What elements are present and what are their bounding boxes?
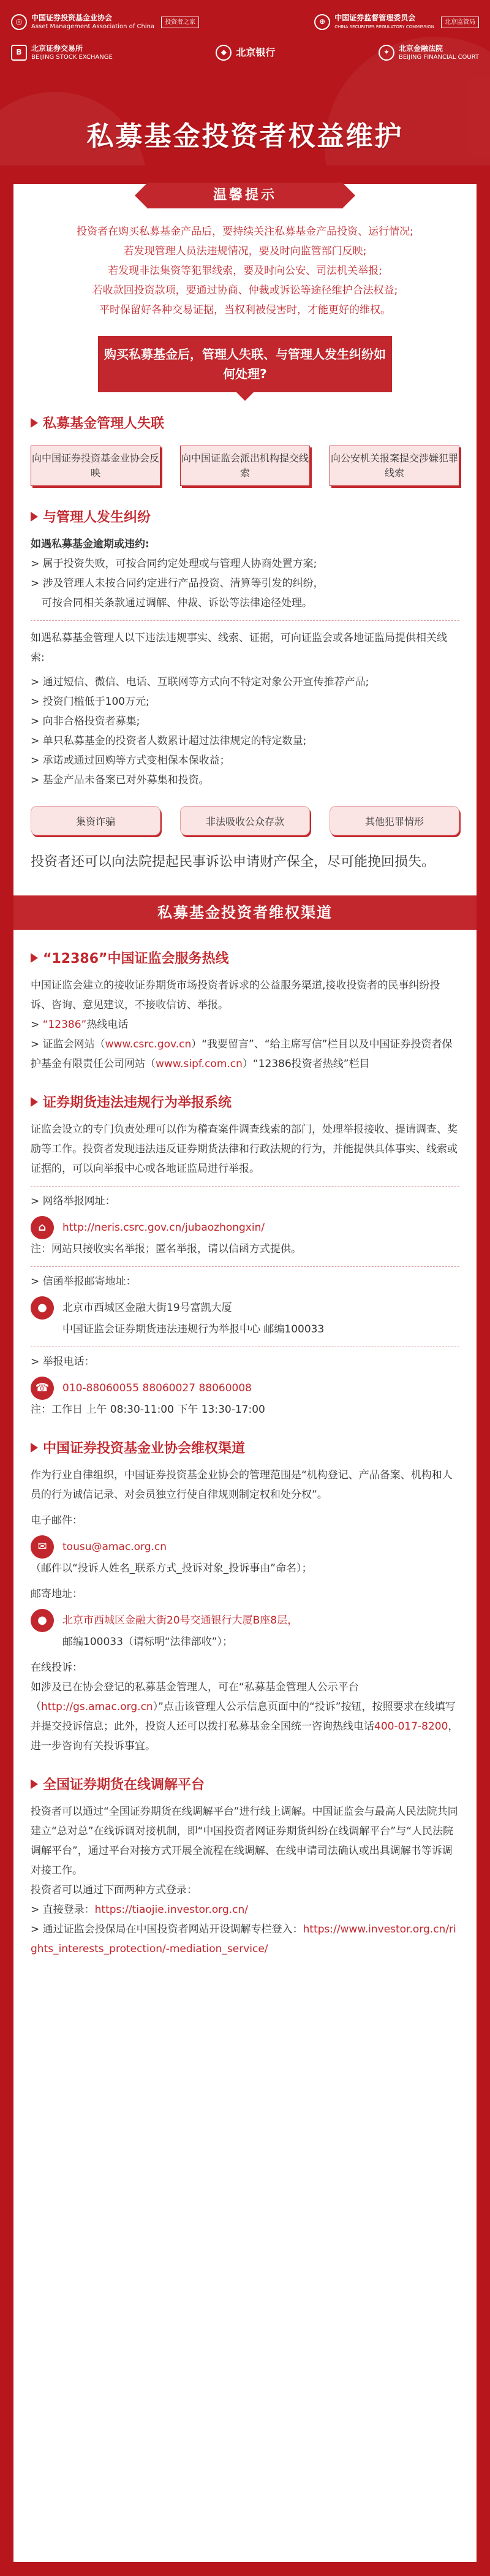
lost-actions <box>31 446 459 486</box>
triangle-icon <box>31 953 38 963</box>
channels-heading: 私募基金投资者维权渠道 <box>13 895 477 930</box>
report-heading: 证券期货违法违规行为举报系统 <box>31 1092 459 1111</box>
report-text: 证监会设立的专门负责处理可以作为稽查案件调查线索的部门，处理举报接收、提请调查、奖励等工作。投资者发现违法违反证券期货法律和行政法规的行为，并能提供具体事实、线索或证据的，可以向举报中心或各地证监局进行举报。 > 网络举报网址： ⌂ http://neris.csrc.gov.cn/jubaozhongxin/ 注：网站只接收实名举报；匿名举报，请以信函方式提供。 > 信函举报邮寄地址： ● 北京市西城区金融大街19号富凯大厦 中国证监会证券期货违法违规行为举报中心 邮编100033 > 举报电话： ☎ 010-88060055 88060027 88060008 注：工作日 上午 08:30-11:00 下午 13:30-17:00 <box>31 1120 459 1419</box>
triangle-icon <box>31 512 38 522</box>
triangle-icon <box>31 1779 38 1789</box>
bse-logo: B 北京证券交易所 BEIJING STOCK EXCHANGE <box>11 44 113 62</box>
phone-icon: ☎ <box>31 1377 54 1400</box>
sipf-website-link[interactable]: www.sipf.com.cn <box>156 1058 243 1070</box>
location-icon: ● <box>31 1609 54 1632</box>
amac-public-link[interactable]: http://gs.amac.org.cn <box>41 1701 153 1713</box>
csrc-report-button[interactable]: 向中国证监会派出机构提交线索 <box>180 446 310 486</box>
dispute-section-heading: 与管理人发生纠纷 <box>31 507 459 526</box>
police-report-button[interactable]: 向公安机关报案提交涉嫌犯罪线索 <box>330 446 459 486</box>
amac-email-link[interactable]: tousu@amac.org.cn <box>62 1541 167 1553</box>
report-phones[interactable]: 010-88060055 88060027 88060008 <box>62 1382 252 1394</box>
triangle-icon <box>31 1443 38 1453</box>
csrc-logo: ⊕ 中国证券监督管理委员会 CHINA SECURITIES REGULATORY COMMISSION 北京监管局 <box>314 13 479 31</box>
bank-logo: ◆ 北京银行 <box>216 45 275 61</box>
mediation-text: 投资者可以通过“全国证券期货在线调解平台”进行线上调解。中国证监会与最高人民法院共同建立“总对总”在线诉调对接机制，即“中国投资者网证券期货纠纷在线调解平台”与“人民法院调解平台”，通过平台对接方式开展全流程在线调解、在线申请司法确认或出具调解书等诉调对接工作。 投资者可以通过下面两种方式登录： > 直接登录：https://tiaojie.investor.org.cn/ > 通过证监会投保局在中国投资者网站开设调解专栏登入：https://www.investor.org.cn/rights_interests_protection/-mediation_service/ <box>31 1806 458 1955</box>
amac-heading: 中国证券投资基金业协会维权渠道 <box>31 1438 459 1457</box>
dispute-text: 如遇私募基金逾期或违约: > 属于投资失败，可按合同约定处理或与管理人协商处置方案; > 涉及管理人未按合同约定进行产品投资、清算等引发的纠纷， 可按合同相关条款通过调解、仲裁、诉讼等法律途径处理。 如遇私募基金管理人以下违法违规事实、线索、证据，可向证监会或各地证监局提供相关线索: > 通过短信、微信、电话、互联网等方式向不特定对象公开宣传推荐产品; > 投资门槛低于100万元; > 向非合格投资者募集; > 单只私募基金的投资者人数累计超过法律规定的特定数量; > 承诺或通过回购等方式变相保本保收益； > 基金产品未备案已对外募集和投资。 <box>31 534 459 790</box>
hotline-heading: “12386”中国证监会服务热线 <box>31 948 459 967</box>
mediation-heading: 全国证券期货在线调解平台 <box>31 1774 459 1793</box>
csrc-logo-icon: ⊕ <box>314 14 330 30</box>
report-website-link[interactable]: http://neris.csrc.gov.cn/jubaozhongxin/ <box>62 1222 265 1234</box>
email-icon: ✉ <box>31 1535 54 1559</box>
page-title: 私募基金投资者权益维护 <box>86 121 404 152</box>
header <box>0 0 490 165</box>
amac-text: 作为行业自律组织，中国证券投资基金业协会的管理范围是“机构登记、产品备案、机构和人员的行为诚信记录、对会员独立行使自律规则制定权和处分权”。 电子邮件： ✉ tousu@amac.org.cn （邮件以“投诉人姓名_联系方式_投诉对象_投诉事由”命名）； 邮寄地址： ● 北京市西城区金融大街20号交通银行大厦B座8层， 邮编100033（请标明“法律部收”）； 在线投诉： 如涉及已在协会登记的私募基金管理人，可在“私募基金管理人公示平台（http://gs.amac.org.cn）”点击该管理人公示信息页面中的“投诉”按钮，按照要求在线填写并提交投诉信息；此外，投资人还可以拨打私募基金全国统一咨询热线电话400-017-8200，进一步咨询有关投诉事宜。 <box>31 1469 459 1752</box>
list-item: > 基金产品未备案已对外募集和投资。 <box>31 774 209 786</box>
csrc-tag: 北京监管局 <box>441 17 479 28</box>
amac-report-button[interactable]: 向中国证券投资基金业协会反映 <box>31 446 160 486</box>
amac-hotline[interactable]: 400-017-8200 <box>374 1720 448 1733</box>
hotline-link[interactable]: “12386” <box>42 1019 87 1031</box>
web-icon: ⌂ <box>31 1216 54 1239</box>
other-crime-pill: 其他犯罪情形 <box>330 806 459 835</box>
court-logo-icon: ✦ <box>379 45 394 61</box>
court-logo: ✦ 北京金融法院 BEIJING FINANCIAL COURT <box>379 44 479 62</box>
amac-tag: 投资者之家 <box>161 17 199 28</box>
list-item: > 承诺或通过回购等方式变相保本保收益； <box>31 754 230 767</box>
litigation-note: 投资者还可以向法院提起民事诉讼申请财产保全，尽可能挽回损失。 <box>31 854 435 870</box>
bse-logo-icon: B <box>11 45 27 61</box>
triangle-icon <box>31 1097 38 1107</box>
warning-title: 温馨提示 <box>147 183 343 208</box>
list-item: > 向非合格投资者募集; <box>31 715 140 728</box>
logo-bar <box>0 0 490 66</box>
amac-logo-icon: ◎ <box>11 14 27 30</box>
list-item: > 单只私募基金的投资者人数累计超过法律规定的特定数量; <box>31 735 307 747</box>
hotline-text: 中国证监会建立的接收证券期货市场投资者诉求的公益服务渠道,接收投资者的民事纠纷投诉、咨询、意见建议，不接收信访、举报。 > “12386”热线电话 > 证监会网站（www.csrc.gov.cn）“我要留言”、“给主席写信”栏目以及中国证券投资者保护基金有限责任公司网站（www.sipf.com.cn）“12386投资者热线”栏目 <box>31 979 453 1070</box>
fraud-pill: 集资诈骗 <box>31 806 160 835</box>
warning-text: 投资者在购买私募基金产品后，要持续关注私募基金产品投资、运行情况; 若发现管理人员法违规情况，要及时向监管部门反映; 若发现非法集资等犯罪线索，要及时向公安、司法机关举报; 若收款回投资款项，要通过协商、仲裁或诉讼等途径维护合法权益; 平时保留好各种交易证据，当权利被侵害时，才能更好的维权。 <box>77 226 413 316</box>
lost-section-heading: 私募基金管理人失联 <box>31 413 459 432</box>
mediation-investor-link[interactable]: https://www.investor.org.cn/rights_interests_protection/-mediation_service/ <box>31 1923 456 1955</box>
list-item: > 通过短信、微信、电话、互联网等方式向不特定对象公开宣传推荐产品; <box>31 676 369 688</box>
question-box: 购买私募基金后，管理人失联、与管理人发生纠纷如何处理? <box>98 336 392 392</box>
location-icon: ● <box>31 1296 54 1320</box>
crime-types <box>31 806 459 835</box>
list-item: > 投资门槛低于100万元; <box>31 696 149 708</box>
content-card <box>13 184 477 2562</box>
bank-logo-icon: ◆ <box>216 45 232 61</box>
triangle-icon <box>31 418 38 428</box>
csrc-website-link[interactable]: www.csrc.gov.cn <box>105 1038 192 1051</box>
mediation-direct-link[interactable]: https://tiaojie.investor.org.cn/ <box>94 1904 249 1916</box>
amac-logo: ◎ 中国证券投资基金业协会 Asset Management Association of China 投资者之家 <box>11 13 199 31</box>
illegal-deposit-pill: 非法吸收公众存款 <box>180 806 310 835</box>
